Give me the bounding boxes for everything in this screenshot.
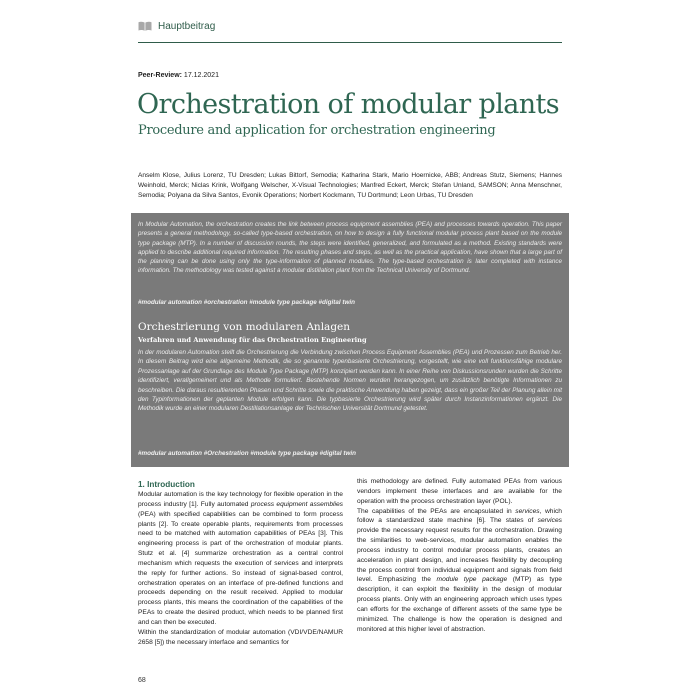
keywords-english: #modular automation #orchestration #module type package #digital twin <box>138 299 355 306</box>
author-list: Anselm Klose, Julius Lorenz, TU Dresden; Lukas Bittorf, Semodia; Katharina Stark, Mario Hoernicke, ABB; Andreas Stutz, Siemens; Hannes Weinhold, Merck; Niclas Krink, Wolfgang Welscher, X-Visual Technologies; Manfred Eckert, Merck; Stefan Unland, SAMSON; Anna Menschner, Semodia; Polyana da Silva Santos, Evonik Operations; Norbert Kockmann, TU Dortmund; Leon Urbas, TU Dresden <box>138 172 562 199</box>
peer-review-date: 17.12.2021 <box>183 72 219 79</box>
peer-review-label: Peer-Review: <box>138 72 182 79</box>
paragraph: Modular automation is the key technology for flexible operation in the process industry [1]. Fully automated process equipment assemblies (PEA) with specified capabilities can be combined to form process plants [2]. To create operable plants, requirements from processes need to be matched with automation capabilities of PEAs [3]. This engineering process is part of the orchestration of modular plants. Stutz et al. [4] summarize orchestration as a central control mechanism which requests the execution of services and interprets the reply for further actions. So instead of signal-based control, orchestration operates on an interface of pre-defined functions and proceeds depending on the result received. Applied to modular process plants, this means the coordination of the capabilities of the PEAs to create the desired product, which needs to be planned first and can then be executed. <box>138 491 344 626</box>
page-number: 68 <box>138 677 146 684</box>
section-label: Hauptbeitrag <box>158 21 216 32</box>
article-title: Orchestration of modular plants <box>137 89 560 120</box>
keywords-german: #modular automation #Orchestration #module type package #digital twin <box>138 450 356 457</box>
paragraph: The capabilities of the PEAs are encapsulated in services, which follow a standardized state machine [6]. The states of services provide the necessary request results for the orchestration. Drawing the similarities to web-services, modular automation enables the process industry to control modular process plants, creates an acceleration in plant design, and increases flexibility by decoupling the process control from individual equipment and signals from field level. Emphasizing the module type package (MTP) as type description, it can exploit the flexibility in the design of modular process plants. Only with an engineering approach which uses types can efforts for the exchange of different assets of the same type be minimized. The challenge is how the operation is designed and monitored at this higher level of abstraction. <box>357 507 562 633</box>
article-subtitle: Procedure and application for orchestration engineering <box>138 123 496 138</box>
paragraph: Within the standardization of modular automation (VDI/VDE/NAMUR 2658 [5]) the necessary interface and semantics for <box>138 628 343 646</box>
abstract-german-subtitle: Verfahren und Anwendung für das Orchestration Engineering <box>138 336 367 344</box>
paragraph: this methodology are defined. Fully automated PEAs from various vendors implement these interfaces and are available for the operation with the process orchestration layer (POL). <box>357 478 562 505</box>
abstract-german-title: Orchestrierung von modularen Anlagen <box>138 321 351 333</box>
peer-review-line <box>138 72 219 79</box>
open-book-icon <box>138 21 152 32</box>
section-heading: 1. Introduction <box>138 480 195 489</box>
abstract-german: In der modularen Automation stellt die Orchestrierung die Verbindung zwischen Process Equipment Assemblies (PEA) und Prozessen zum Betrieb her. In diesem Beitrag wird eine allgemeine Methodik, die so genannte typenbasierte Orchestrierung, vorgestellt, wie eine voll funktionsfähige modulare Prozessanlage auf der Grundlage des Module Type Package (MTP) konzipiert werden kann. In einer Reihe von Diskussionsrunden wurden die Schritte identifiziert, verallgemeinert und als Methode formuliert. Bestehende Normen wurden herangezogen, um zusätzlich benötigte Informationen zu beschreiben. Die daraus resultierenden Phasen und Schritte sowie die praktische Anwendung haben gezeigt, dass ein großer Teil der Planung allein mit den Typinformationen der geplanten Module erfolgen kann. Die typbasierte Orchestrierung wird später durch Instanzinformationen ergänzt. Die Methodik wurde an einer modularen Destillationsanlage der Technischen Universität Dortmund getestet. <box>138 349 562 413</box>
abstract-english: In Modular Automation, the orchestration creates the link between process equipment assemblies (PEA) and processes towards operation. This paper presents a general methodology, so-called type-based orchestration, on how to design a fully functional modular process plant based on the module type package (MTP). In a number of discussion rounds, the steps were identified, generalized, and formulated as a method. Existing standards were applied to describe additional required information. The resulting phases and steps, as well as the practical application, have shown that a large part of the planning can be done using only the type-information of planned modules. The type-based orchestration is later completed with instance information. The methodology was tested against a modular distillation plant from the Technical University of Dortmund. <box>138 221 562 275</box>
header-divider <box>138 42 562 43</box>
body-column-right <box>357 477 562 635</box>
section-header <box>138 21 215 32</box>
body-column-left <box>138 479 343 648</box>
